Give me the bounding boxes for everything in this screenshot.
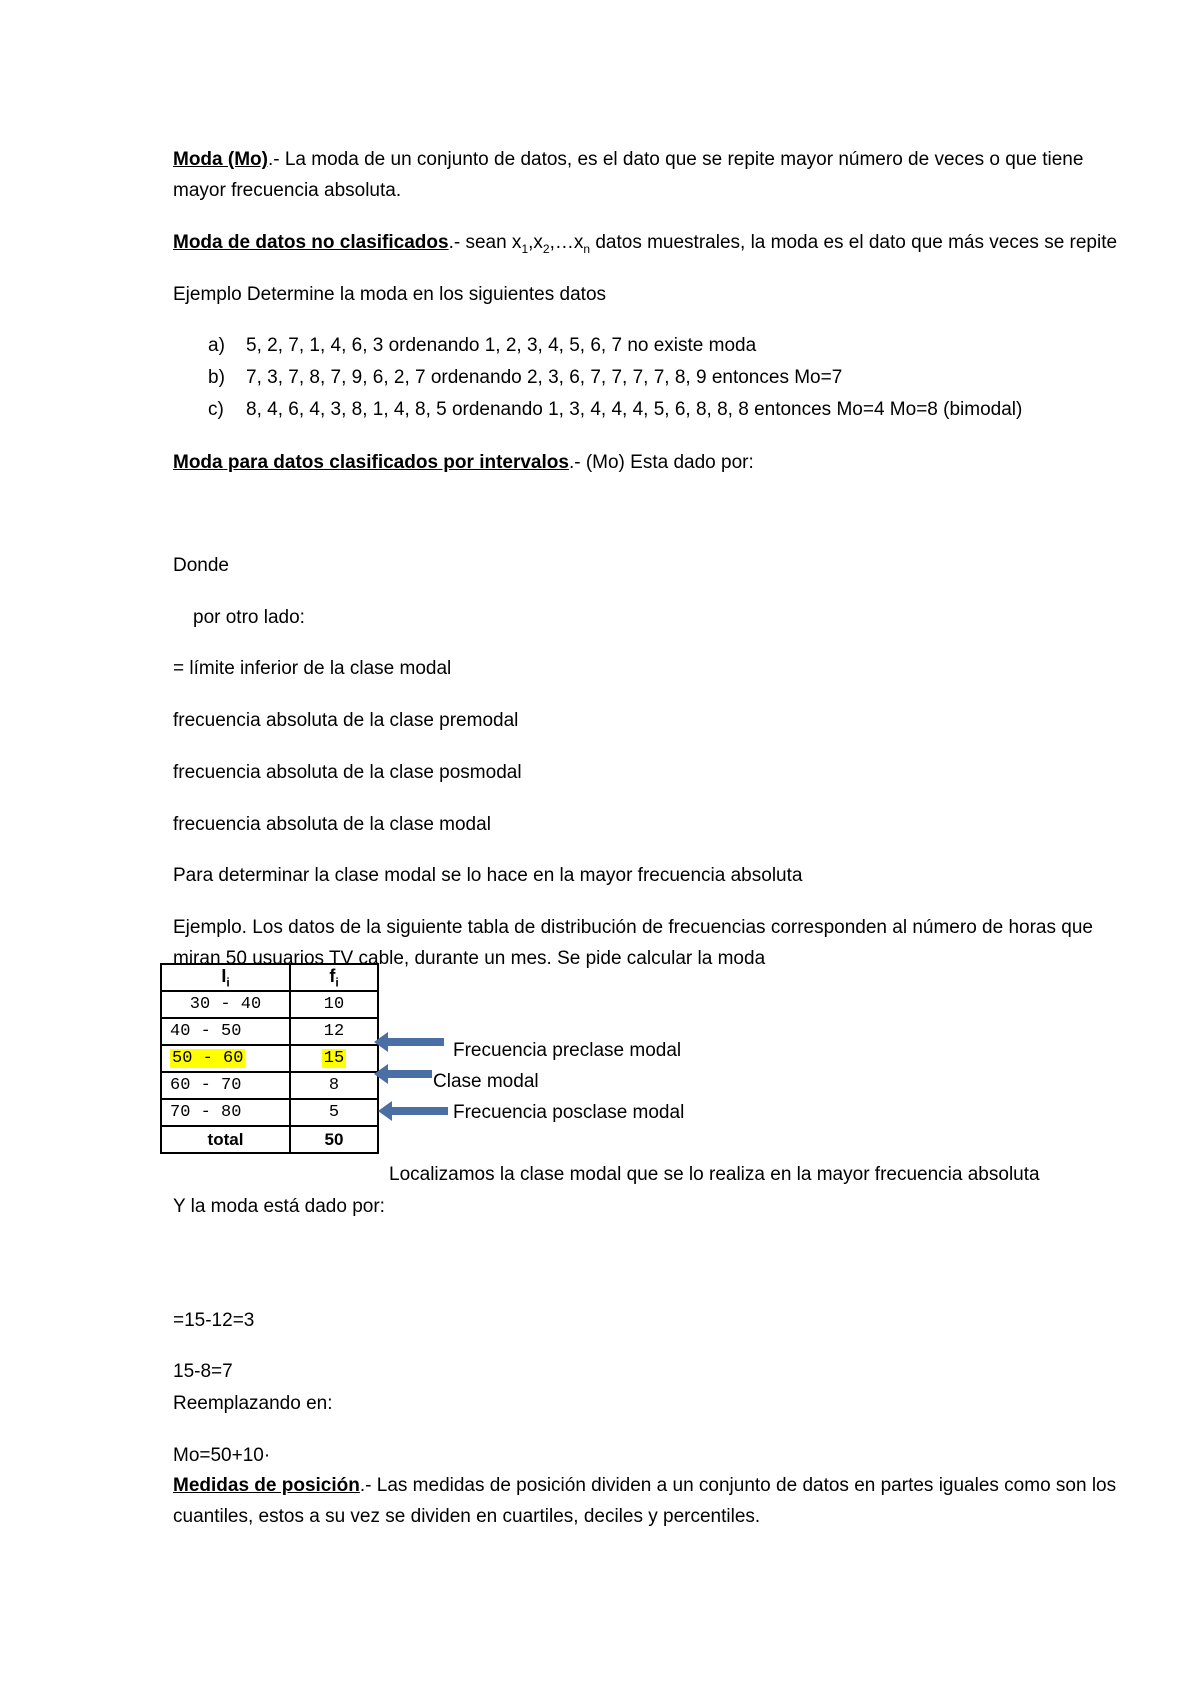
table-row	[161, 1072, 378, 1099]
subscript-2: 2	[542, 241, 550, 256]
definition-line: = límite inferior de la clase modal	[173, 658, 452, 679]
table-row	[161, 991, 378, 1018]
list-item	[208, 400, 1022, 419]
y-la-moda-text: Y la moda está dado por:	[173, 1196, 385, 1217]
no-clasificados-heading: Moda de datos no clasificados	[173, 232, 449, 253]
definition-line: frecuencia absoluta de la clase posmodal	[173, 762, 522, 783]
list-item	[208, 368, 842, 387]
ejemplo-intro: Ejemplo Determine la moda en los siguientes datos	[173, 284, 607, 305]
freq-cell: 5	[290, 1099, 378, 1126]
list-text: 7, 3, 7, 8, 7, 9, 6, 2, 7 ordenando 2, 3, 6, 7, 7, 7, 7, 8, 9 entonces Mo=7	[246, 367, 843, 388]
list-letter: b)	[208, 367, 225, 388]
calc-line-2: 15-8=7	[173, 1361, 233, 1382]
por-otro-lado-label: por otro lado:	[193, 607, 305, 628]
freq-cell: 12	[290, 1018, 378, 1045]
freq-cell: 10	[290, 991, 378, 1018]
definition-line: frecuencia absoluta de la clase modal	[173, 814, 491, 835]
para-determinar-text: Para determinar la clase modal se lo hace en la mayor frecuencia absoluta	[173, 865, 803, 886]
moda-definition	[173, 150, 1083, 169]
table-row-modal	[161, 1045, 378, 1072]
total-label: total	[161, 1126, 290, 1153]
clasificados-rest: .- (Mo) Esta dado por:	[568, 452, 754, 473]
no-clasificados-paragraph: Moda de datos no clasificados.- sean $x_1,x_2,\dots x_n$ datos muestrales, la moda es el dato que más veces se repite	[173, 232, 1118, 256]
annotation-posclase: Frecuencia posclase modal	[453, 1102, 685, 1123]
ejemplo2-line1: Ejemplo. Los datos de la siguiente tabla de distribución de frecuencias corresponden al número de horas que	[173, 917, 1093, 938]
arrow-left-icon	[374, 1062, 434, 1086]
clasificados-paragraph	[173, 453, 754, 472]
posicion-heading: Medidas de posición	[173, 1475, 360, 1496]
header-frequency: $f_i$	[290, 964, 378, 991]
ejemplo2-line2: miran 50 usuarios TV cable, durante un mes. Se pide calcular la moda	[173, 948, 766, 969]
reemplazando-text: Reemplazando en:	[173, 1393, 333, 1414]
total-value: 50	[290, 1126, 378, 1153]
subscript-1: 1	[521, 241, 529, 256]
clasificados-heading: Moda para datos clasificados por intervalos	[173, 452, 569, 473]
frequency-table	[160, 963, 379, 1154]
interval-cell-highlighted: 50 - 60	[161, 1045, 290, 1072]
arrow-left-icon	[374, 1030, 446, 1054]
moda-def-text: .- La moda de un conjunto de datos, es el dato que se repite mayor número de veces o que tiene	[267, 149, 1084, 170]
mo-formula: Mo=50+10·	[173, 1445, 271, 1466]
nc-pre-text: .- sean x	[448, 232, 522, 253]
list-letter: a)	[208, 335, 225, 356]
interval-cell: 70 - 80	[161, 1099, 290, 1126]
interval-cell: 30 - 40	[161, 991, 290, 1018]
table-row	[161, 1099, 378, 1126]
annotation-localizamos: Localizamos la clase modal que se lo realiza en la mayor frecuencia absoluta	[389, 1164, 1040, 1185]
posicion-rest: .- Las medidas de posición dividen a un conjunto de datos en partes iguales como son los	[359, 1475, 1117, 1496]
list-text: 8, 4, 6, 4, 3, 8, 1, 4, 8, 5 ordenando 1, 3, 4, 4, 4, 5, 6, 8, 8, 8 entonces Mo=4 Mo=8 (bimodal)	[246, 399, 1023, 420]
arrow-left-icon	[378, 1099, 450, 1123]
annotation-clase-modal: Clase modal	[433, 1071, 539, 1092]
posicion-line2: cuantiles, estos a su vez se dividen en cuartiles, deciles y percentiles.	[173, 1506, 761, 1527]
donde-label: Donde	[173, 555, 229, 576]
list-item	[208, 336, 756, 355]
table-total-row	[161, 1126, 378, 1153]
posicion-paragraph	[173, 1476, 1116, 1495]
list-letter: c)	[208, 399, 224, 420]
calc-line-1: =15-12=3	[173, 1310, 255, 1331]
freq-cell: 8	[290, 1072, 378, 1099]
moda-heading: Moda (Mo)	[173, 149, 268, 170]
table-header-row	[161, 964, 378, 991]
moda-def-line2: mayor frecuencia absoluta.	[173, 180, 402, 201]
nc-mid-text: datos muestrales, la moda es el dato que más veces se repite	[590, 232, 1118, 253]
interval-cell: 60 - 70	[161, 1072, 290, 1099]
header-interval: $I_i$	[161, 964, 290, 991]
definition-line: frecuencia absoluta de la clase premodal	[173, 710, 519, 731]
annotation-preclase: Frecuencia preclase modal	[453, 1040, 682, 1061]
list-text: 5, 2, 7, 1, 4, 6, 3 ordenando 1, 2, 3, 4, 5, 6, 7 no existe moda	[246, 335, 757, 356]
table-row	[161, 1018, 378, 1045]
freq-cell-highlighted: 15	[290, 1045, 378, 1072]
subscript-n: n	[583, 241, 591, 256]
interval-cell: 40 - 50	[161, 1018, 290, 1045]
